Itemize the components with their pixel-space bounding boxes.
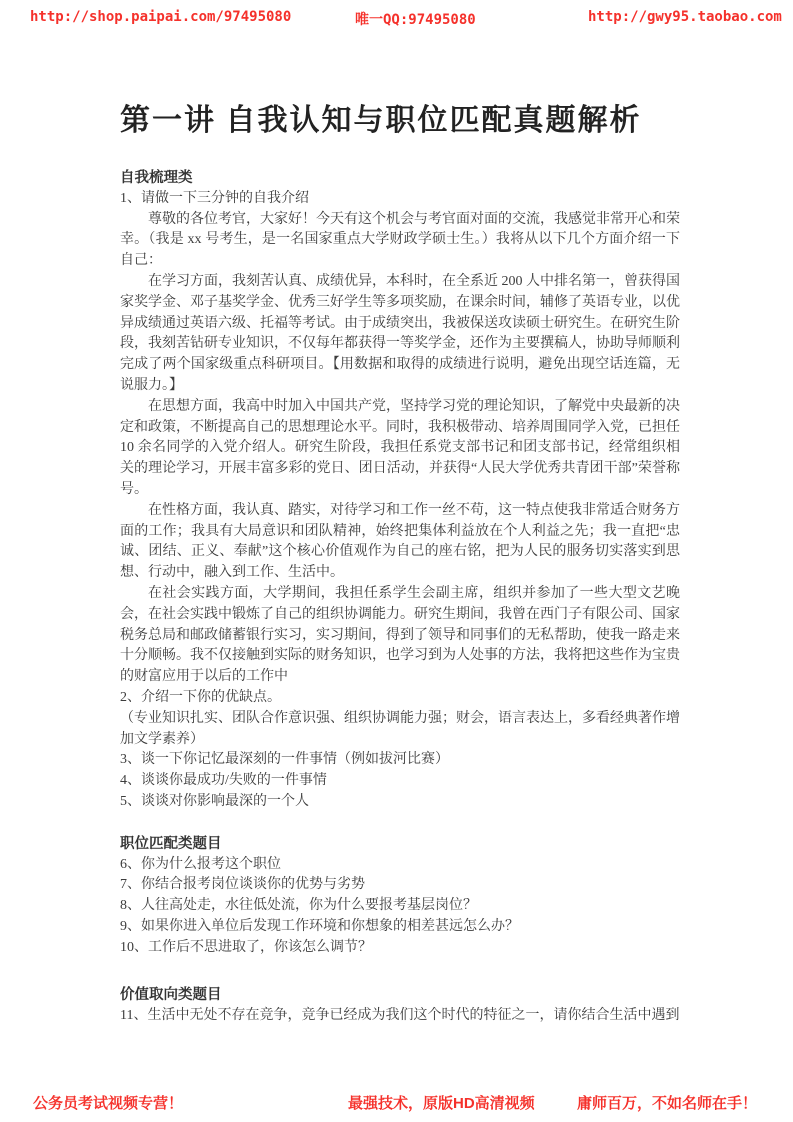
section-3: [120, 985, 680, 1027]
question-item: 4、谈谈你最成功/失败的一件事情: [120, 773, 327, 789]
page-title: 第一讲 自我认知与职位匹配真题解析: [120, 104, 642, 137]
section-2: [120, 834, 680, 959]
footer-right-slogan: 庸师百万，不如名师在手！: [577, 1095, 758, 1112]
question-item: 11、生活中无处不存在竞争，竞争已经成为我们这个时代的特征之一，请你结合生活中遇到: [120, 1008, 680, 1024]
section-1: [120, 168, 680, 813]
footer-left-slogan: 公务员考试视频专营！: [33, 1095, 184, 1112]
question-item: 1、请做一下三分钟的自我介绍: [120, 190, 309, 206]
footer-center-slogan: 最强技术，原版HD高清视频: [348, 1095, 535, 1112]
question-item: 2、介绍一下你的优缺点。: [120, 689, 281, 705]
paragraph: 在社会实践方面，大学期间，我担任系学生会副主席，组织并参加了一些大型文艺晚会，在社会实践中锻炼了自己的组织协调能力。研究生期间，我曾在西门子有限公司、国家税务总局和邮政储蓄银行实习，实习期间，得到了领导和同事们的无私帮助，使我一路走来十分顺畅。我不仅接触到实际的财务知识，也学习到为人处事的方法，我将把这些作为宝贵的财富应用于以后的工作中: [120, 585, 680, 685]
question-item: 3、谈一下你记忆最深刻的一件事情（例如拔河比赛）: [120, 752, 449, 768]
page-footer: [0, 1092, 793, 1114]
document-content: [120, 100, 680, 1027]
question-item: 9、如果你进入单位后发现工作环境和你想象的相差甚远怎么办？: [120, 918, 519, 934]
question-item: 6、你为什么报考这个职位: [120, 856, 281, 872]
question-item: 7、你结合报考岗位谈谈你的优势与劣势: [120, 877, 365, 893]
note: （专业知识扎实、团队合作意识强、组织协调能力强；财会，语言表达上，多看经典著作增加文学素养）: [120, 710, 680, 747]
paragraph: 在性格方面，我认真、踏实，对待学习和工作一丝不苟，这一特点使我非常适合财务方面的工作；我具有大局意识和团队精神，始终把集体利益放在个人利益之先；我一直把“忠诚、团结、正义、奉献”这个核心价值观作为自己的座右铭，把为人民的服务切实落实到思想、行动中，融入到工作、生活中。: [120, 502, 680, 581]
header-shop-url-link[interactable]: http://shop.paipai.com/97495080: [30, 9, 292, 25]
header-qq-label: 唯一QQ:97495080: [355, 12, 476, 28]
question-item: 8、人往高处走，水往低处流，你为什么要报考基层岗位？: [120, 898, 477, 914]
paragraph: 在思想方面，我高中时加入中国共产党，坚持学习党的理论知识，了解党中央最新的决定和政策，不断提高自己的思想理论水平。同时，我积极带动、培养周围同学入党，已担任 10 余名同学的入党介绍人。研究生阶段，我担任系党支部书记和团支部书记，经常组织相关的理论学习，开展丰富多彩的党日、团日活动，并获得“人民大学优秀共青团干部”荣誉称号。: [120, 398, 680, 497]
sections-container: [120, 168, 680, 1027]
header-taobao-url-link[interactable]: http://gwy95.taobao.com: [588, 9, 782, 25]
question-item: 5、谈谈对你影响最深的一个人: [120, 793, 309, 809]
section-heading: 价值取向类题目: [120, 987, 222, 1004]
paragraph: 尊敬的各位考官，大家好！今天有这个机会与考官面对面的交流，我感觉非常开心和荣幸。（我是 xx 号考生，是一名国家重点大学财政学硕士生。）我将从以下几个方面介绍一下自己：: [120, 211, 680, 269]
section-heading: 职位匹配类题目: [120, 835, 222, 852]
paragraph: 在学习方面，我刻苦认真、成绩优异，本科时，在全系近 200 人中排名第一，曾获得国家奖学金、邓子基奖学金、优秀三好学生等多项奖励，在课余时间，辅修了英语专业，以优异成绩通过英语六级、托福等考试。由于成绩突出，我被保送攻读硕士研究生。在研究生阶段，我刻苦钻研专业知识，不仅每年都获得一等奖学金，还作为主要撰稿人，协助导师顺利完成了两个国家级重点科研项目。【用数据和取得的成绩进行说明，避免出现空话连篇，无说服力。】: [120, 273, 680, 393]
page-header: [0, 9, 793, 29]
section-heading: 自我梳理类: [120, 170, 193, 186]
question-item: 10、工作后不思进取了，你该怎么调节？: [120, 939, 372, 955]
